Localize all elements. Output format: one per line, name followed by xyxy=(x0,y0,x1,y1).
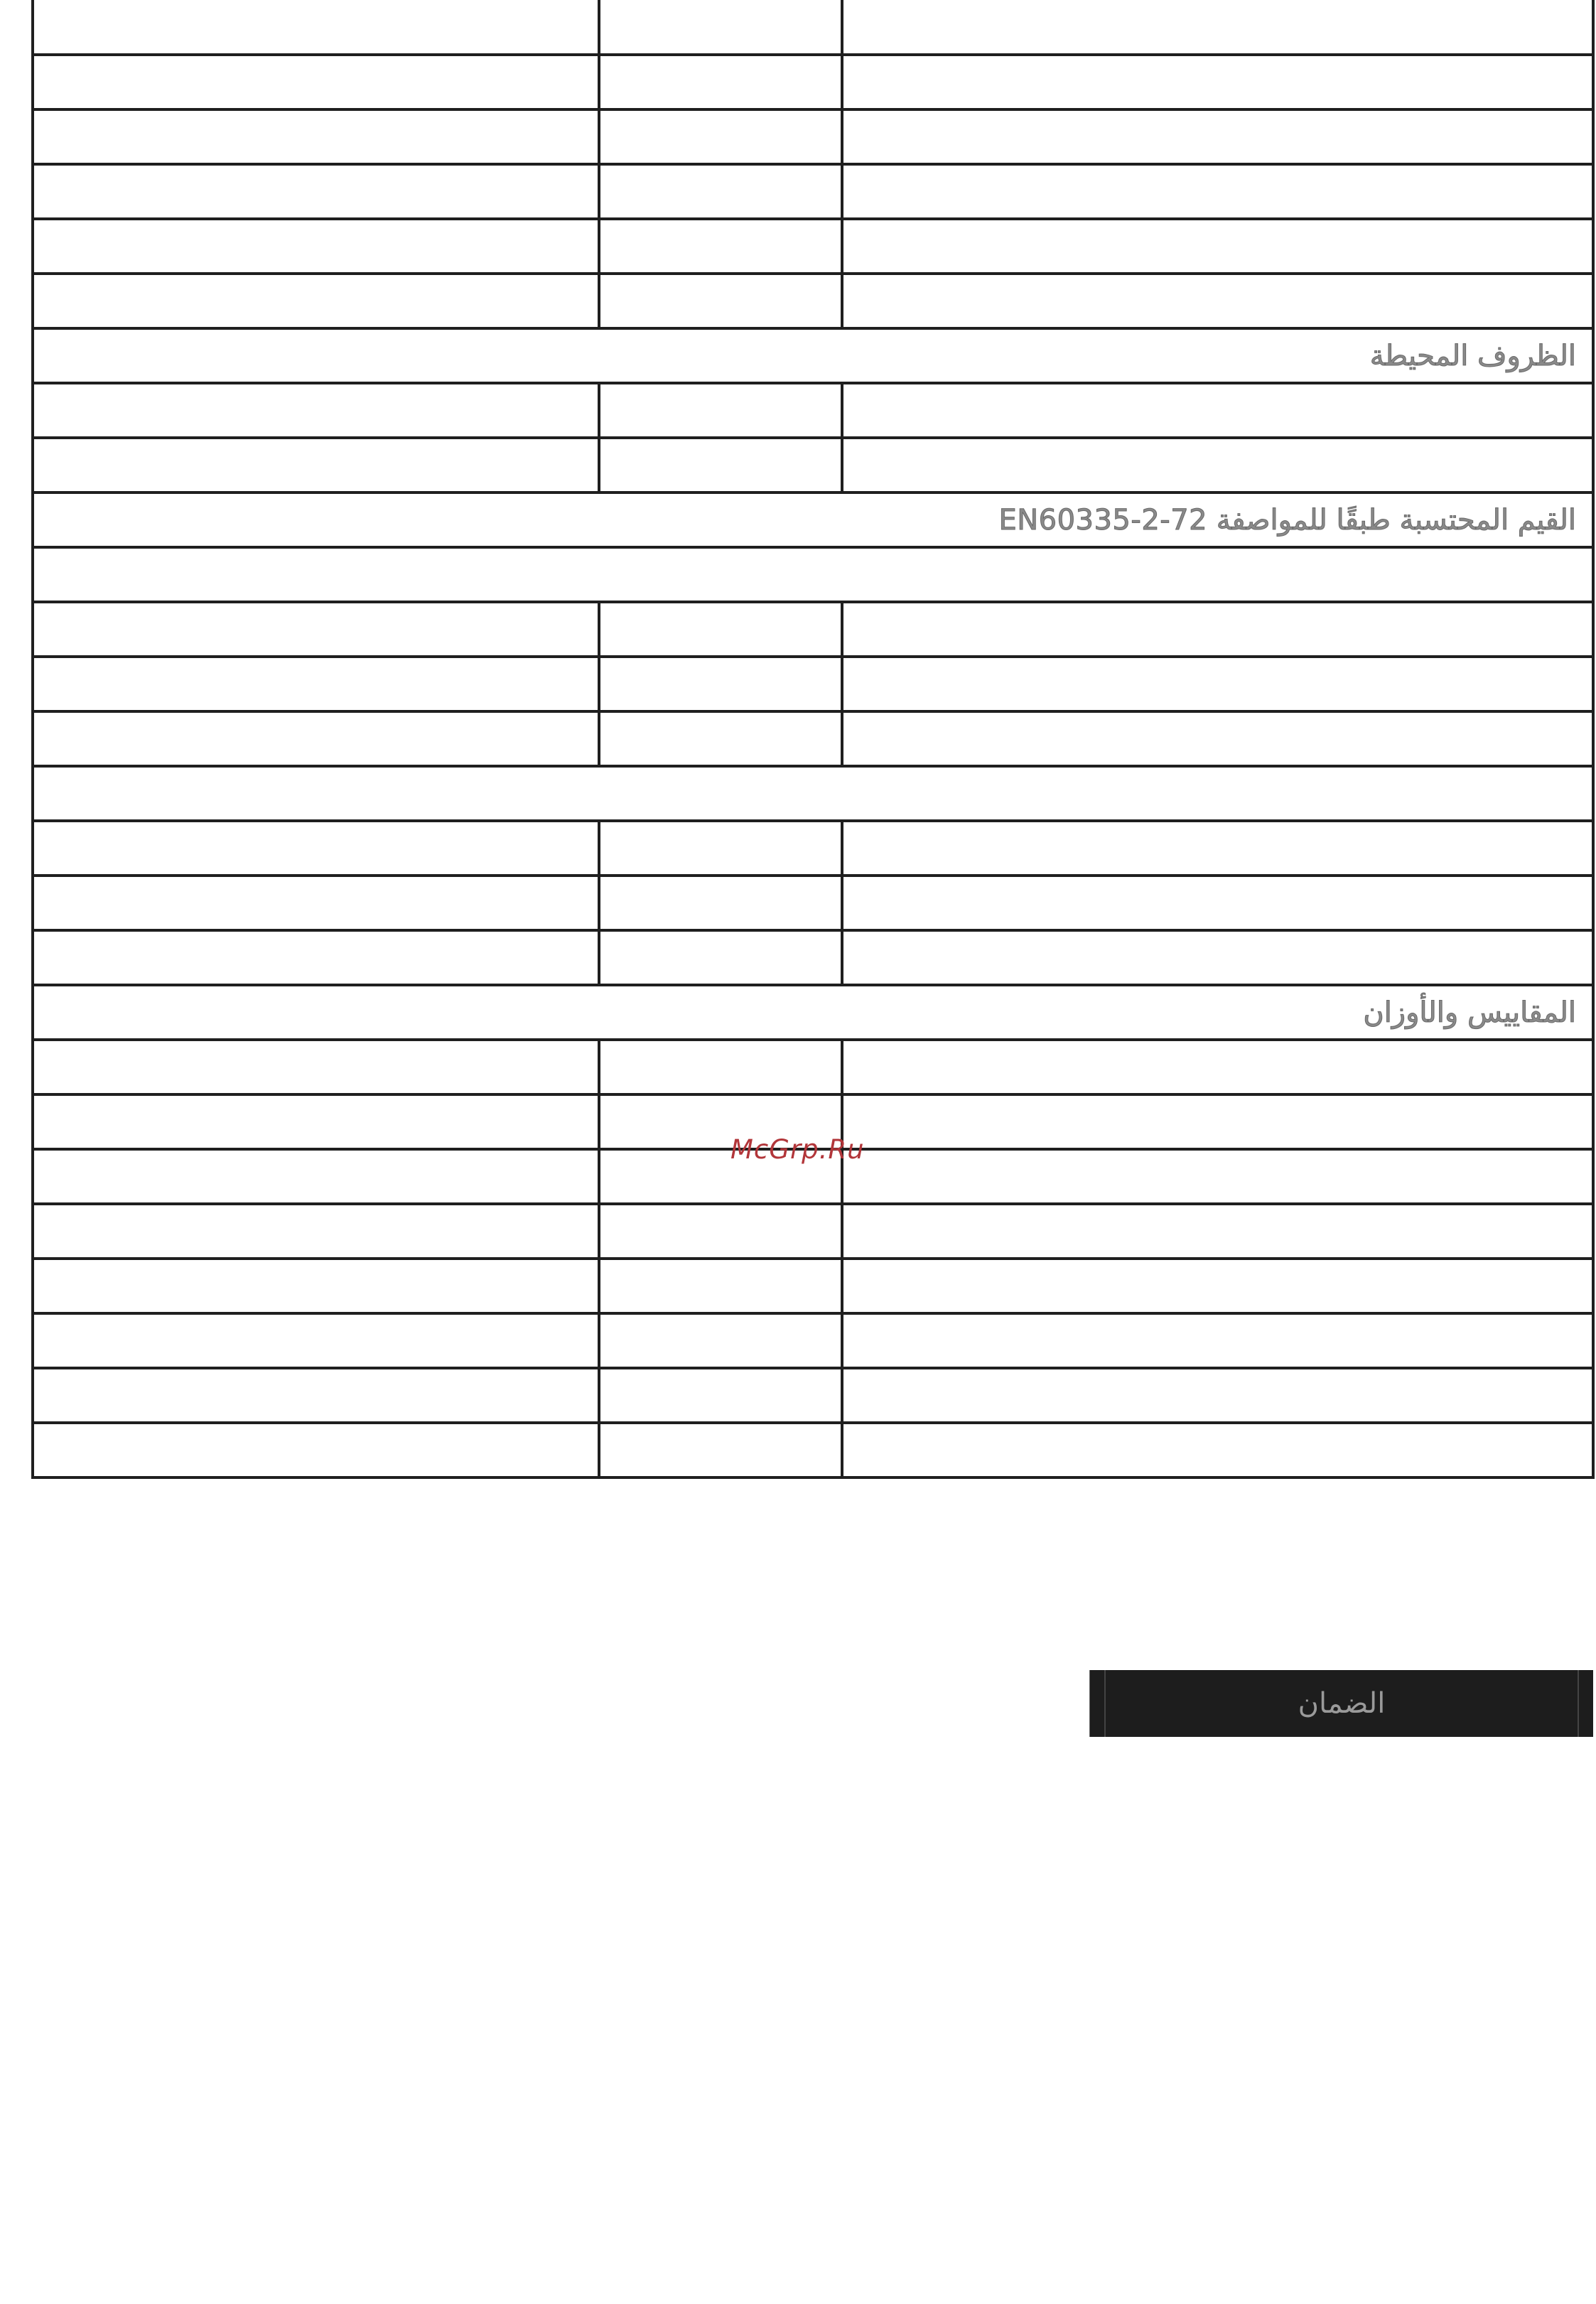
table-cell xyxy=(842,657,1593,711)
table-cell xyxy=(842,1149,1593,1204)
table-row xyxy=(33,109,1593,164)
table-cell xyxy=(33,711,599,766)
table-cell xyxy=(599,602,842,657)
table-row xyxy=(33,821,1593,876)
table-cell xyxy=(842,1368,1593,1423)
table-cell xyxy=(599,109,842,164)
section-row-ambient xyxy=(33,328,1593,383)
table-row xyxy=(33,711,1593,766)
section-heading-ambient: الظروف المحيطة xyxy=(33,328,1593,383)
table-cell xyxy=(33,1149,599,1204)
table-cell xyxy=(599,164,842,219)
table-cell xyxy=(599,438,842,492)
table-row xyxy=(33,55,1593,109)
table-cell xyxy=(842,876,1593,930)
table-cell xyxy=(599,657,842,711)
table-cell xyxy=(33,1259,599,1313)
table-cell xyxy=(599,383,842,438)
table-cell xyxy=(599,821,842,876)
section-heading-measured-values: القيم المحتسبة طبقًا للمواصفة EN60335-2-72 xyxy=(33,492,1593,547)
table-cell xyxy=(599,1423,842,1477)
table-cell xyxy=(842,1040,1593,1094)
table-cell xyxy=(33,1368,599,1423)
table-cell xyxy=(33,164,599,219)
table-cell xyxy=(33,1313,599,1368)
table-cell xyxy=(842,821,1593,876)
table-cell xyxy=(842,109,1593,164)
table-cell xyxy=(599,0,842,55)
section-row-dimensions xyxy=(33,985,1593,1040)
table-cell xyxy=(33,1204,599,1259)
table-cell xyxy=(842,164,1593,219)
table-row xyxy=(33,876,1593,930)
table-cell xyxy=(599,930,842,985)
warranty-heading-bar xyxy=(1089,1670,1593,1737)
table-cell xyxy=(842,0,1593,55)
table-cell xyxy=(842,55,1593,109)
table-cell xyxy=(33,55,599,109)
table-cell xyxy=(842,438,1593,492)
table-cell xyxy=(33,1040,599,1094)
table-row xyxy=(33,383,1593,438)
warranty-title: الضمان xyxy=(1298,1687,1386,1720)
table-cell xyxy=(33,657,599,711)
table-cell xyxy=(33,274,599,328)
table-row xyxy=(33,274,1593,328)
table-cell xyxy=(33,219,599,274)
table-row xyxy=(33,438,1593,492)
table-cell xyxy=(599,55,842,109)
table-cell xyxy=(842,1094,1593,1149)
table-row xyxy=(33,1368,1593,1423)
table-row xyxy=(33,1204,1593,1259)
table-row xyxy=(33,602,1593,657)
table-row xyxy=(33,0,1593,55)
table-cell xyxy=(33,1094,599,1149)
table-row xyxy=(33,1313,1593,1368)
table-row xyxy=(33,1040,1593,1094)
table-cell xyxy=(842,274,1593,328)
table-row xyxy=(33,164,1593,219)
table-cell xyxy=(33,0,599,55)
table-cell xyxy=(33,602,599,657)
table-cell xyxy=(842,1313,1593,1368)
table-cell xyxy=(599,1040,842,1094)
table-cell xyxy=(599,1259,842,1313)
subsection-cell xyxy=(33,547,1593,602)
table-cell xyxy=(599,1368,842,1423)
table-cell xyxy=(599,711,842,766)
table-cell xyxy=(599,1313,842,1368)
table-cell xyxy=(842,1259,1593,1313)
table-row xyxy=(33,930,1593,985)
table-cell xyxy=(33,109,599,164)
table-cell xyxy=(33,876,599,930)
subsection-row xyxy=(33,766,1593,821)
watermark-text: McGrp.Ru xyxy=(730,1134,865,1165)
table-cell xyxy=(599,876,842,930)
table-cell xyxy=(33,1423,599,1477)
table-cell xyxy=(842,383,1593,438)
table-cell xyxy=(842,1423,1593,1477)
table-cell xyxy=(842,1204,1593,1259)
spec-table xyxy=(31,0,1595,1479)
table-cell xyxy=(599,1204,842,1259)
table-row xyxy=(33,1259,1593,1313)
table-cell xyxy=(599,274,842,328)
table-cell xyxy=(33,930,599,985)
subsection-row xyxy=(33,547,1593,602)
table-cell xyxy=(33,438,599,492)
subsection-cell xyxy=(33,766,1593,821)
table-row xyxy=(33,657,1593,711)
table-row xyxy=(33,219,1593,274)
table-cell xyxy=(33,821,599,876)
section-heading-dimensions: المقاييس والأوزان xyxy=(33,985,1593,1040)
table-cell xyxy=(842,930,1593,985)
table-row xyxy=(33,1423,1593,1477)
table-cell xyxy=(842,602,1593,657)
table-cell xyxy=(842,219,1593,274)
section-row-measured-values xyxy=(33,492,1593,547)
table-cell xyxy=(33,383,599,438)
table-cell xyxy=(842,711,1593,766)
table-cell xyxy=(599,219,842,274)
